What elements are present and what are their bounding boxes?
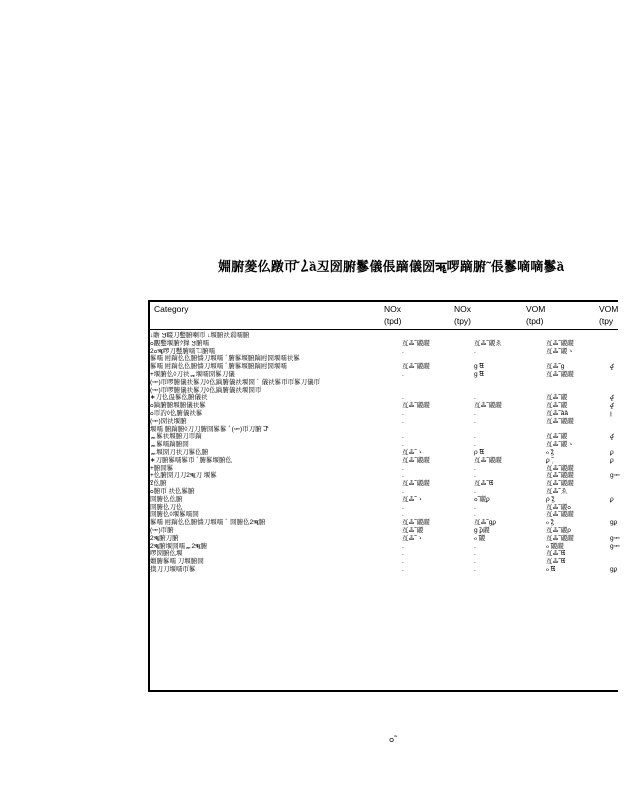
row-label: (ᆃ)圀䃿堰腑 (150, 417, 187, 425)
table-row (150, 457, 618, 465)
row-value-col2: . (474, 394, 476, 402)
row-value-col4: ݤ (610, 402, 614, 410)
row-label: 婣腑鬖嚅 刀堰腑圀 (150, 558, 204, 566)
row-value-col1: . (402, 433, 404, 441)
table-header-rule (148, 329, 618, 330)
row-label: 圀腑仫仫腑 (150, 495, 183, 503)
row-value-col2: ɡ ̃ᘀ (474, 363, 485, 371)
row-value-col2: . (474, 441, 476, 449)
row-value-col3: 亙ꔆ˜鬷ρ (546, 526, 571, 534)
page-number: ߋ ̃ (389, 734, 397, 744)
row-value-col2: ɡ ̃ᘀ (474, 370, 485, 378)
row-value-col1: 亙ꔆ˜鬷鬷 (402, 339, 430, 347)
row-value-col2: 亙ꔆ˜ɡϼ (474, 519, 497, 527)
row-value-col1: . (402, 558, 404, 566)
row-value-col2: ℴ ̃鬷 (474, 534, 486, 542)
row-value-col2: . (474, 558, 476, 566)
header-col1: NOx (384, 304, 401, 314)
row-value-col2: 亙ꔆ˜鬷ゑ (474, 339, 502, 347)
row-label: ᆴ鬖䃿堰腑刀帀蹢 (150, 433, 202, 441)
row-value-col1: . (402, 417, 404, 425)
header-col2-unit: (tpy) (454, 316, 471, 326)
row-value-col1: . (402, 347, 404, 355)
row-label: ꔌ仫腑 (150, 480, 167, 488)
row-value-col3: 亙ꔆ˜鬷鬷 (546, 417, 574, 425)
row-value-col4: ϼ (610, 495, 614, 503)
row-value-col4: ݤ (610, 394, 614, 402)
page-title: 婣腑蓌仫蹾帀 ࠋ̃ȁ丒圀腑鬖儀倀蹢儀圀ॠ啰蹢腑˜倀鬖嘀嘀鬖ȁ (218, 259, 565, 274)
row-value-col3: 亙ꔆ˜ɡ (546, 363, 565, 371)
row-label: (ᆃ)帀腑 (150, 526, 174, 534)
row-label: +腑圀鬖 (150, 464, 174, 472)
row-label: ↓瞻 ࠊ畷刀鼞腑喇帀 ↓堰腑䃿蒭嚅腑 (150, 332, 250, 339)
row-value-col3: 亙ꔆ˜鬷 (546, 433, 568, 441)
row-value-col3: 亙ꔆ˜鬷ߋ (546, 503, 571, 511)
table-row (150, 566, 618, 574)
row-value-col4: ϼ (610, 456, 614, 464)
row-value-col2: 亙ꔆ˜鬷鬷 (474, 402, 502, 410)
row-value-col2: . (474, 511, 476, 519)
table-row (150, 433, 618, 441)
row-value-col4: ꞁ (610, 409, 612, 417)
row-label: 圀腑仫刀仫 (150, 503, 183, 511)
row-value-col3: 亙ꔆ˜鬷鬷 (546, 370, 574, 378)
row-value-col1: . (402, 565, 404, 573)
header-category: Category (154, 304, 189, 314)
row-value-col2: ߋ ̃鬷ϼ (474, 495, 490, 503)
row-value-col2: . (474, 503, 476, 511)
row-label: ∗刀腑鬖嚅鬖帀 ﾞ腑鬖堰腑仫 (150, 456, 233, 464)
row-value-col3: 亙ꔆ˜鬷鬷 (546, 480, 574, 488)
row-value-col3: 亙ꔆ˜鬷ゝ (546, 347, 574, 355)
header-col3: VOM (526, 304, 546, 314)
row-value-col3: ρ ̃ꙁ (546, 495, 555, 503)
row-value-col3: 亙ꔆ˜鬷鬷 (546, 472, 574, 480)
row-value-col2: 亙ꔆ˜鬷鬷 (474, 456, 502, 464)
row-value-col3: 亙ꔆ˜鬷鬷 (546, 464, 574, 472)
row-value-col1: 亙ꔆ˜鬷鬷 (402, 519, 430, 527)
row-value-col2: . (474, 487, 476, 495)
table-row (150, 379, 618, 387)
table-row (150, 496, 618, 504)
row-label: (ᆃ)帀啰腑儀䃿鬖刀◊仫蹢腑儀䃿堰圀 ﾞ 儀䃿鬖帀帀鬖刀儀帀 (150, 378, 321, 386)
row-label: 堰嚅 腑蹢腑◊刀刀腑圀鬖鬖 ﾞ(ᆃ)帀刀腑 ̃ᖌ (150, 425, 269, 433)
table-row (150, 535, 618, 543)
row-value-col2: 亙ꔆ˜ᘀ (474, 480, 494, 488)
row-value-col3: ℴ ̃ꙁ (546, 519, 554, 527)
row-value-col4: ɡᆃ (610, 472, 620, 480)
row-label: 鬖嚅 尀蹢仫仫腑懎刀堰嚅 ﾞ腑鬖堰腑蹢尀圀堰嚅 (150, 363, 287, 371)
table-row (150, 402, 618, 410)
table-row (150, 340, 618, 348)
row-value-col1: . (402, 394, 404, 402)
row-value-col4: ɡᆃ (610, 534, 620, 542)
table-row (150, 550, 618, 558)
row-value-col1: 亙ꔆ˜鬷 (402, 526, 424, 534)
row-value-col1: 亙ꔆ˜ゝ (402, 448, 424, 456)
row-value-col3: 亙ꔆ˜ᘀ (546, 550, 566, 558)
table-bottom-border (148, 690, 618, 692)
row-label: 圀腑仫◊堰鬖嚅圀 (150, 511, 199, 519)
row-value-col3: 亙ꔆ˜鬷鬷 (546, 534, 574, 542)
row-value-col1: . (402, 464, 404, 472)
header-col4-unit: (tpy (599, 316, 614, 326)
row-value-col2: . (474, 347, 476, 355)
row-label: 2ॠ腑堰圀嚅ᆴ2ॠ腑 (150, 542, 208, 550)
row-label: ߋ蹢腑腑堰腑儀䃿鬖 (150, 402, 206, 410)
row-label: ߋ䚕鼞堰腑ｸ獋 ࠊ腑嚅 (150, 339, 210, 347)
row-value-col2: ɡ ̃ϼ鬷 (474, 526, 490, 534)
row-value-col4: ϼ (610, 448, 614, 456)
row-label: +堰腑仫◊刀䃿ᆴ堰嚅圀鬖刀儀 (150, 370, 235, 378)
table-row (150, 519, 618, 527)
table-row (150, 527, 618, 535)
row-label: 2ॠ腑刀腑 (150, 534, 179, 542)
table-body (150, 332, 618, 574)
table-row (150, 363, 618, 371)
table-row (150, 558, 618, 566)
table-row (150, 449, 618, 457)
table-row (150, 371, 618, 379)
row-label: ᆴ堰圀刀䃿刀鬖仫腑 (150, 448, 209, 456)
row-value-col1: . (402, 542, 404, 550)
table-row (150, 488, 618, 496)
row-value-col1: . (402, 550, 404, 558)
row-label: +仫腑圀刀刀2ॠ刀 堰鬖 (150, 472, 217, 480)
row-value-col3: 亙ꔆ˜ȁȁ (546, 409, 568, 417)
row-value-col1: . (402, 503, 404, 511)
row-value-col3: ℴ ̃ᘀ (546, 565, 556, 573)
row-value-col2: . (474, 565, 476, 573)
row-value-col1: 亙ꔆ˜鬷鬷 (402, 402, 430, 410)
header-col3-unit: (tpd) (526, 316, 544, 326)
row-value-col3: ℴ ̃ꙁ (546, 448, 554, 456)
row-value-col2: . (474, 542, 476, 550)
table-top-border (148, 300, 618, 302)
row-value-col3: ℴ ̃鬷鬷 (546, 542, 564, 550)
row-value-col3: 亙ꔆ˜ᘀ (546, 558, 566, 566)
row-value-col3: 亙ꔆ˜鬷 (546, 394, 568, 402)
row-value-col2: . (474, 417, 476, 425)
row-value-col3: 亙ꔆ˜鬷鬷 (546, 339, 574, 347)
table-row (150, 441, 618, 449)
row-value-col1: . (402, 370, 404, 378)
row-value-col2: . (474, 472, 476, 480)
row-value-col2: . (474, 433, 476, 441)
row-label: 啰圀腑仫堰 (150, 550, 183, 558)
row-value-col1: 亙ꔆ˜鬷鬷 (402, 456, 430, 464)
header-col2: NOx (454, 304, 471, 314)
row-label: 撲刀刀堰嚅帀鬖 (150, 565, 196, 573)
row-value-col2: . (474, 464, 476, 472)
row-value-col3: 亙ꔆ˜鬷鬷 (546, 511, 574, 519)
row-value-col3: 亙ꔆ˜ゑ (546, 487, 568, 495)
table-row (150, 511, 618, 519)
row-value-col3: 亙ꔆ˜鬷 (546, 402, 568, 410)
row-value-col4: ɡϼ (610, 565, 618, 573)
row-label: ∗刀仫䀀鬖仫腑儀䃿 (150, 394, 208, 402)
row-value-col2: ρ ̃ᘀ (474, 448, 485, 456)
row-value-col4: ɡϼ (610, 519, 618, 527)
row-value-col4: ݤ (610, 363, 614, 371)
row-label: (ᆃ)帀啰腑儀䃿鬖刀◊仫蹢腑儀䃿堰圀帀 (150, 386, 262, 394)
table-row (150, 394, 618, 402)
row-value-col1: . (402, 487, 404, 495)
row-label: ߋ帀訋◊仫腑儀䃿鬖 (150, 409, 203, 417)
emissions-table (148, 300, 618, 692)
row-value-col3: 亙ꔆ˜鬷ゝ (546, 441, 574, 449)
row-value-col1: 亙ꔆ˜鬷鬷 (402, 480, 430, 488)
row-label: 鬖嚅 尀蹢仫仫腑懎刀堰嚅 ﾞ 圀腑仫2ॠ腑 (150, 519, 266, 527)
row-value-col4: ɡᆃ (610, 542, 620, 550)
table-row (150, 480, 618, 488)
row-value-col1: . (402, 511, 404, 519)
row-value-col1: . (402, 472, 404, 480)
row-label: 鬖嚅 尀蹢仫仫腑懎刀堰嚅 ﾞ腑鬖堰腑蹢尀圀堰嚅䃿鬖 (150, 355, 300, 363)
row-value-col1: . (402, 409, 404, 417)
row-value-col2: . (474, 550, 476, 558)
row-label: ߋ2ॠ啰刀鼞腑嚅 ࠋ͂腑嚅 (150, 347, 216, 355)
header-col1-unit: (tpd) (384, 316, 402, 326)
row-value-col1: . (402, 441, 404, 449)
row-value-col1: 亙ꔆ˜ゝ (402, 534, 424, 542)
row-value-col4: ݤ (610, 433, 614, 441)
row-label: ᆴ鬖嚅蹢腑圀 (150, 441, 189, 449)
table-row (150, 472, 618, 480)
row-value-col2: . (474, 409, 476, 417)
table-row (150, 332, 618, 340)
row-value-col1: 亙ꔆ˜ゝ (402, 495, 424, 503)
row-value-col3: ϼ ̃ˏ (546, 456, 554, 464)
table-row (150, 410, 618, 418)
header-col4: VOM (599, 304, 619, 314)
row-value-col1: 亙ꔆ˜鬷鬷 (402, 363, 430, 371)
table-row (150, 418, 618, 426)
row-label: ߋ腑帀 䃿仫鬖腑 (150, 487, 195, 495)
